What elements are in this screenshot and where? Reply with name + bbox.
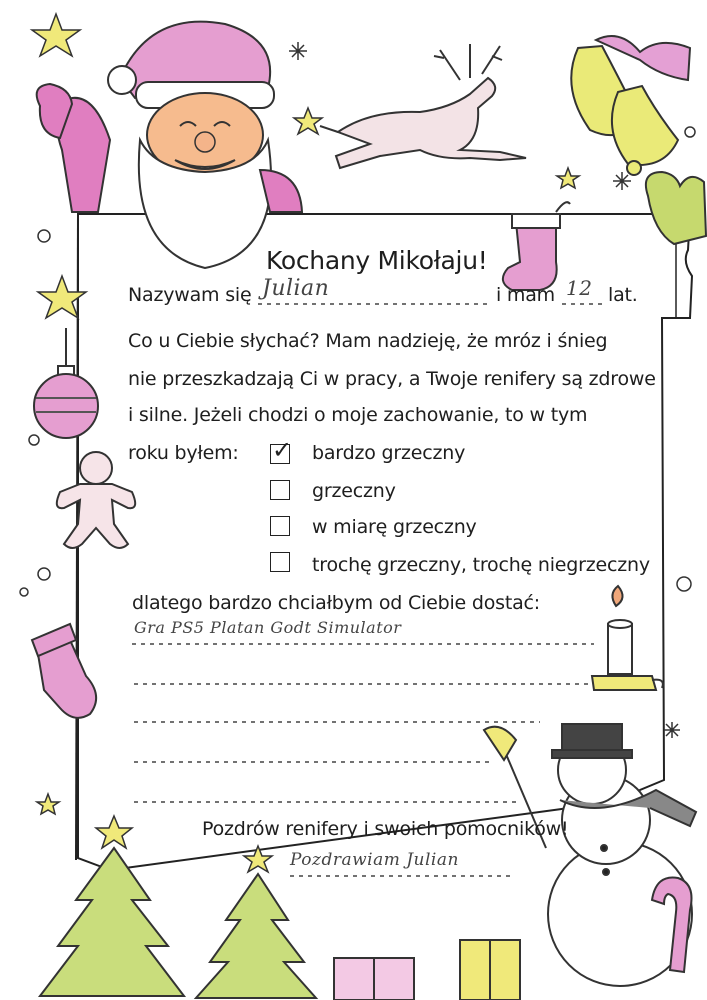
name-prefix: Nazywam się — [128, 284, 252, 306]
christmas-tree-icon — [40, 848, 316, 998]
body-line-3: i silne. Jeżeli chodzi o moje zachowanie, to w tym — [128, 404, 588, 426]
letter-title: Kochany Mikołaju! — [266, 246, 488, 275]
age-handwritten: 12 — [566, 276, 593, 300]
wish-intro: dlatego bardzo chciałbym od Ciebie dostać: — [132, 592, 540, 614]
checkbox-w-miare-grzeczny[interactable] — [270, 516, 290, 536]
checkbox-troche-grzeczny[interactable] — [270, 552, 290, 572]
signature-handwritten: Pozdrawiam Julian — [290, 850, 459, 870]
option-label-4: trochę grzeczny, trochę niegrzeczny — [312, 554, 650, 576]
bell-icon — [571, 36, 690, 175]
checkbox-grzeczny[interactable] — [270, 480, 290, 500]
age-prefix: i mam — [496, 284, 555, 306]
age-suffix: lat. — [608, 284, 638, 306]
closing-line: Pozdrów renifery i swoich pomocników! — [202, 818, 569, 840]
behavior-prefix: roku byłem: — [128, 442, 239, 464]
option-label-2: grzeczny — [312, 480, 396, 502]
body-line-2: nie przeszkadzają Ci w pracy, a Twoje renifery są zdrowe — [128, 368, 656, 390]
option-label-3: w miarę grzeczny — [312, 516, 477, 538]
body-line-1: Co u Ciebie słychać? Mam nadzieję, że mróz i śnieg — [128, 330, 608, 352]
name-handwritten: Julian — [262, 276, 330, 301]
checkbox-bardzo-grzeczny[interactable] — [270, 436, 293, 464]
checkmark-icon: ✓ — [272, 436, 293, 464]
gift-icon — [334, 940, 520, 1000]
option-label-1: bardzo grzeczny — [312, 442, 466, 464]
wish-handwritten: Gra PS5 Platan Godt Simulator — [134, 618, 402, 637]
reindeer-icon — [320, 44, 526, 168]
